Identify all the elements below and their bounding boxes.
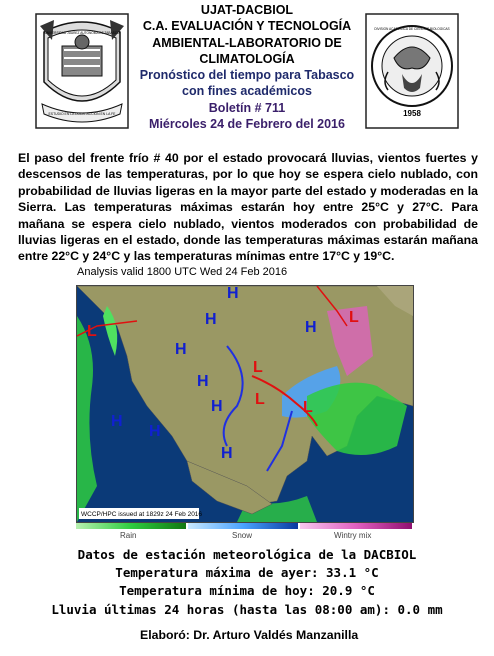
high-pressure-label: H (197, 373, 209, 390)
lab-name: AMBIENTAL-LABORATORIO DE (152, 35, 342, 50)
bulletin-date: Miércoles 24 de Febrero del 2016 (149, 117, 345, 132)
dacbiol-seal-logo (364, 12, 460, 130)
right-seal-year: 1958 (403, 109, 421, 118)
map-credit: WCCP/HPC issued at 1829z 24 Feb 2016 (81, 511, 203, 518)
author-signature: Elaboró: Dr. Arturo Valdés Manzanilla (140, 628, 359, 642)
wintry-legend-bar (300, 523, 412, 529)
institution-name: UJAT-DACBIOL (200, 3, 294, 17)
map-caption: Analysis valid 1800 UTC Wed 24 Feb 2016 (77, 266, 288, 278)
snow-legend-bar (188, 523, 298, 529)
forecast-title: Pronóstico del tiempo para Tabasco (139, 68, 355, 83)
wintry-legend-label: Wintry mix (334, 531, 372, 540)
high-pressure-label: H (305, 319, 317, 336)
high-pressure-label: H (211, 398, 223, 415)
max-temperature: Temperatura máxima de ayer: 33.1 °C (115, 565, 379, 581)
snow-legend-label: Snow (232, 531, 253, 540)
station-data (0, 546, 494, 619)
left-seal-banner: ESTUDIO EN LA DUDA. ACCION EN LA FE (48, 112, 116, 116)
low-pressure-label: L (255, 391, 265, 408)
bulletin-number: Boletín # 711 (208, 100, 286, 115)
rainfall-24h: Lluvia últimas 24 horas (hasta las 08:00 am): 0.0 mm (51, 601, 443, 617)
left-seal-text: UNIVERSIDAD JUAREZ AUTONOMA DE TABASCO (44, 31, 120, 35)
weather-map (76, 285, 414, 523)
high-pressure-label: H (221, 445, 233, 462)
forecast-paragraph: El paso del frente frío # 40 por el estado provocará lluvias, vientos fuertes y descensos de las temperaturas, por lo que hoy se espera cielo nublado, con probabilidad de lluvias ligeras en la mayor parte del estado y moderadas en la Sierra. Las temperaturas máximas estarán hoy entre 25°C y 27°C. Para mañana se espera cielo nublado, vientos moderados con probabilidad de lluvias ligeras en el estado, donde las temperaturas máximas estarán mañana entre 22°C y 24°C y las temperaturas mínimas entre 17°C y 19°C. (18, 151, 478, 264)
purpose-line: con fines académicos (182, 84, 312, 99)
low-pressure-label: L (87, 323, 97, 340)
center-name: C.A. EVALUACIÓN Y TECNOLOGÍA (142, 19, 352, 34)
low-pressure-label: L (349, 309, 359, 326)
min-temperature: Temperatura mínima de hoy: 20.9 °C (119, 583, 375, 599)
right-seal-text: DIVISION ACADEMICA DE CIENCIAS BIOLOGICAS (374, 27, 450, 31)
map-legend (76, 522, 412, 546)
bulletin-header (0, 0, 494, 160)
high-pressure-label: H (175, 341, 187, 358)
high-pressure-label: H (111, 413, 123, 430)
high-pressure-label: H (227, 286, 239, 302)
header-text-block (132, 2, 362, 132)
high-pressure-label: H (149, 423, 161, 440)
rain-legend-bar (76, 523, 186, 529)
lab-name-2: CLIMATOLOGÍA (199, 51, 295, 66)
station-title: Datos de estación meteorológica de la DACBIOL (77, 547, 417, 562)
low-pressure-label: L (253, 359, 263, 376)
ujat-seal-logo (34, 12, 130, 130)
low-pressure-label: L (303, 399, 313, 416)
high-pressure-label: H (205, 311, 217, 328)
weather-map-graphic (77, 286, 413, 522)
rain-legend-label: Rain (120, 531, 137, 540)
